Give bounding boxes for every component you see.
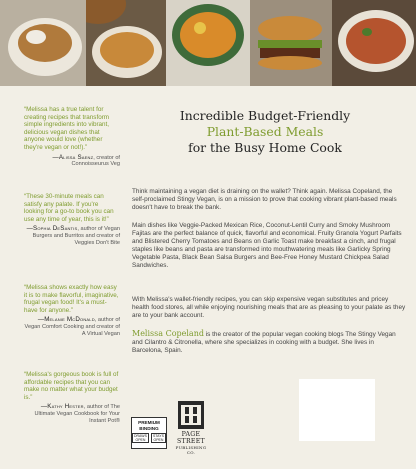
quote-author: —Alissa Saenz <box>52 153 94 161</box>
quote-author: —Sophia DeSantis <box>26 225 78 233</box>
mexican-rice-bowl-photo <box>0 0 86 86</box>
food-photo-strip <box>0 0 416 86</box>
quote-author-role: author of Vegan Burgers and Burritos and creator of Veggies Don't Bite <box>32 226 120 246</box>
quote-text: “These 30-minute meals can satisfy any palate. If you're looking for a go-to book you can use any time of year, this is it!” <box>24 193 114 223</box>
headline-line-2: Plant-Based Meals <box>206 124 324 139</box>
quote-text: “Melissa has a true talent for creating recipes that transform simple ingredients into vibrant, delicious vegan dishes that anyone would love (whether they're vegan or not!).” <box>24 106 110 151</box>
quote-author: —Melanie McDonald <box>37 316 95 324</box>
quote-author-role: creator of Connoisseurus Veg <box>71 154 120 168</box>
vegetable-soup-photo <box>166 0 250 86</box>
badge-left-label: DRAWS OPEN <box>134 434 147 443</box>
quote-attribution: —Alissa Saenz, creator of Connoisseurus Veg <box>52 153 120 168</box>
quote-attribution: —Melanie McDonald, author of Vegan Comfort Cooking and creator of A Virtual Vegan <box>24 316 120 337</box>
quote-attribution: —Kathy Hester, author of The Ultimate Vegan Cookbook for Your Instant Pot® <box>34 403 120 424</box>
quote-author-role: author of Vegan Comfort Cooking and creator of A Virtual Vegan <box>24 317 120 337</box>
quote-block <box>24 106 120 168</box>
quote-author: —Kathy Hester <box>40 403 84 411</box>
publisher-name: PAGE STREET <box>177 431 205 445</box>
book-headline <box>132 108 398 156</box>
author-bio <box>132 330 406 355</box>
description-paragraph-3: With Melissa's wallet-friendly recipes, you can skip expensive vegan substitutes and pricey health food stores, all while enjoying nourishing meals that are as pleasing to your palate as they are to your bank account. <box>132 296 406 320</box>
quote-author-role: author of The Ultimate Vegan Cookbook for Your Instant Pot® <box>34 404 120 424</box>
quote-text: “Melissa's gorgeous book is full of affordable recipes that you can make no matter what your budget is.” <box>24 371 119 401</box>
badge-labels <box>132 433 166 443</box>
badge-title: PREMIUM BINDING <box>138 420 160 431</box>
burger-photo <box>250 0 332 86</box>
noodle-bowl-photo <box>86 0 166 86</box>
quote-block <box>24 371 120 424</box>
author-name: Melissa Copeland <box>132 329 204 338</box>
publisher-logo <box>173 401 209 455</box>
quote-text: “Melissa shows exactly how easy it is to make flavorful, imaginative, frugal vegan food! It's a must-have for anyone.” <box>24 284 119 314</box>
barcode-area <box>299 379 375 441</box>
author-bio-text: is the creator of the popular vegan cooking blogs The Stingy Vegan and Cilantro & Citronella, where she specializes in cooking with a budget. She lives in Barcelona, Spain. <box>132 331 396 355</box>
page-street-logo-icon <box>178 401 204 429</box>
headline-line-3: for the Busy Home Cook <box>188 140 342 155</box>
quote-attribution: —Sophia DeSantis, author of Vegan Burgers and Burritos and creator of Veggies Don't Bite <box>26 225 120 246</box>
description-paragraph-1: Think maintaining a vegan diet is draining on the wallet? Think again. Melissa Copeland, the self-proclaimed Stingy Vegan, is on a mission to prove that cooking vibrant plant-based meals doesn't have to break the bank. <box>132 188 397 212</box>
publisher-subtitle: PUBLISHING CO. <box>175 445 207 455</box>
description-paragraph-2: Main dishes like Veggie-Packed Mexican Rice, Coconut-Lentil Curry and Smoky Mushroom Fajitas are the perfect balance of quick, flavorful and economical. Fruity Granola Yogurt Parfaits and Blistered Cherry Tomatoes and Beans on Garlic Toast make breakfast a cinch, and frugal staples like beans and pasta are transformed into mouthwatering meals like Garlicky Spring Vegetable Pasta, Black Bean Salsa Burgers and Bee-Free Honey Mustard Chickpea Salad Sandwiches. <box>132 222 402 270</box>
headline-line-1: Incredible Budget-Friendly <box>179 108 351 123</box>
quote-block <box>24 193 120 246</box>
quote-block <box>24 284 120 337</box>
badge-right-label: STAYS OPEN <box>151 433 166 443</box>
premium-binding-badge <box>131 417 167 449</box>
stew-bowl-photo <box>332 0 416 86</box>
